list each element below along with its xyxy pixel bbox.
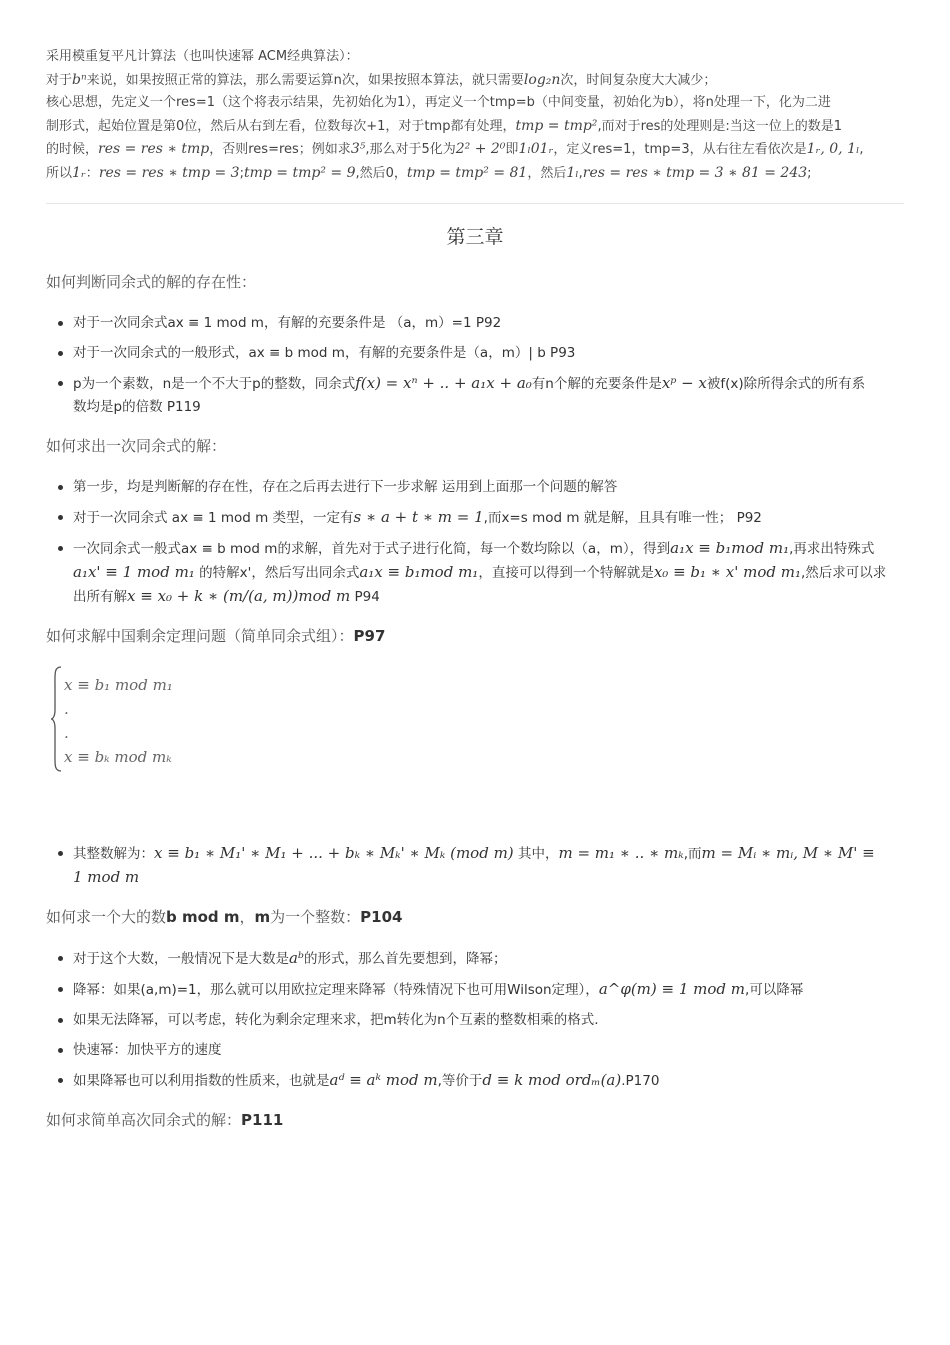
section-heading: 如何求出一次同余式的解：	[46, 437, 227, 455]
left-brace-icon	[50, 666, 62, 772]
congruence-system	[50, 666, 904, 772]
section-heading: 如何求简单高次同余式的解：P111	[46, 1111, 284, 1129]
system-equation: x ≡ bₖ mod mₖ	[64, 748, 172, 766]
list-item: 其整数解为：x ≡ b₁ ∗ M₁' ∗ M₁ + ... + bₖ ∗ Mₖ' ∗ Mₖ (mod m) 其中，m = m₁ ∗ .. ∗ mₖ,而m = Mᵢ ∗ mᵢ, M ∗ M' ≡ 1 mod m	[46, 842, 904, 890]
list-item: 对于这个大数，一般情况下是大数是aᵇ的形式，那么首先要想到，降幂；	[46, 947, 904, 971]
math-inline: a₁x ≡ b₁mod m₁	[359, 563, 479, 581]
bullet-list	[46, 312, 904, 419]
math-inline: bⁿ	[72, 71, 87, 88]
intro-line: 采用模重复平凡计算法（也叫快速幂 ACM经典算法）：	[46, 49, 359, 64]
math-inline: xᵖ − x	[661, 374, 707, 392]
math-inline: f(x) = xⁿ + .. + a₁x + a₀	[355, 374, 532, 392]
intro-line: 制形式，起始位置是第0位，然后从右到左看，位数每次+1，对于tmp都有处理，tmp = tmp²,而对于res的处理则是:当这一位上的数是1	[46, 117, 843, 134]
math-inline: tmp = tmp² = 81	[406, 164, 528, 181]
bullet-list	[46, 476, 904, 609]
list-item: 如果降幂也可以利用指数的性质来，也就是aᵈ ≡ aᵏ mod m,等价于d ≡ k mod ordₘ(a).P170	[46, 1069, 904, 1093]
math-inline: a^φ(m) ≡ 1 mod m	[598, 980, 746, 998]
math-inline: 1ᵣ, 0, 1ₗ	[806, 141, 860, 157]
intro-line: 所以1ᵣ：res = res ∗ tmp = 3;tmp = tmp² = 9,然后0，tmp = tmp² = 81，然后1ₗ,res = res ∗ tmp = 3 ∗ 81 = 243;	[46, 164, 812, 181]
intro-line: 对于bⁿ来说，如果按照正常的算法，那么需要运算n次，如果按照本算法，就只需要log₂n次，时间复杂度大大减少；	[46, 71, 717, 88]
list-item: 一次同余式一般式ax ≡ b mod m的求解，首先对于式子进行化简，每一个数均除以（a，m），得到a₁x ≡ b₁mod m₁,再求出特殊式 a₁x' ≡ 1 mod m₁ 的特解x'，然后写出同余式a₁x ≡ b₁mod m₁，直接可以得到一个特解就是x₀ ≡ b₁ ∗ x' mod m₁,然后求可以求 出所有解x ≡ x₀ + k ∗ (m/(a, m))mod m P94	[46, 537, 904, 609]
math-inline: x₀ ≡ b₁ ∗ x' mod m₁	[653, 563, 801, 581]
list-item: 对于一次同余式ax ≡ 1 mod m，有解的充要条件是 （a，m）=1 P92	[46, 312, 904, 335]
math-inline: 2² + 2⁰	[455, 141, 506, 157]
intro-line: 的时候，res = res ∗ tmp，否则res=res；例如求3⁵,那么对于5化为2² + 2⁰即1ₗ01ᵣ，定义res=1，tmp=3，从右往左看依次是1ᵣ, 0, 1ₗ,	[46, 141, 864, 157]
math-inline: m = Mᵢ ∗ mᵢ, M ∗ M' ≡	[701, 844, 875, 862]
math-inline: tmp = tmp²	[515, 117, 598, 134]
math-inline: aᵇ	[289, 949, 304, 967]
math-inline: d ≡ k mod ordₘ(a)	[482, 1071, 622, 1089]
bullet-list	[46, 947, 904, 1093]
math-inline: m = m₁ ∗ .. ∗ mₖ	[558, 844, 684, 862]
math-inline: res = res ∗ tmp = 3 ∗ 81 = 243	[582, 164, 808, 181]
section-divider	[46, 203, 904, 204]
math-inline: tmp = tmp² = 9	[243, 164, 356, 181]
list-item: 降幂：如果(a,m)=1，那么就可以用欧拉定理来降幂（特殊情况下也可用Wilson定理），a^φ(m) ≡ 1 mod m,可以降幂	[46, 978, 904, 1002]
math-inline: 3⁵	[350, 141, 366, 157]
math-inline: 1 mod m	[73, 868, 140, 886]
math-inline: res = res ∗ tmp	[98, 141, 210, 157]
intro-paragraph	[46, 46, 904, 185]
list-item: 对于一次同余式 ax ≡ 1 mod m 类型，一定有s ∗ a + t ∗ m = 1,而x=s mod m 就是解，且具有唯一性； P92	[46, 506, 904, 530]
bullet-list	[46, 842, 904, 890]
math-inline: log₂n	[523, 71, 561, 88]
list-item: 快速幂：加快平方的速度	[46, 1039, 904, 1062]
math-inline: 1ₗ01ᵣ	[518, 141, 554, 157]
math-inline: s ∗ a + t ∗ m = 1	[353, 508, 484, 526]
section-heading: 如何求解中国剩余定理问题（简单同余式组）：P97	[46, 627, 386, 645]
math-inline: 1ᵣ	[72, 164, 86, 181]
math-inline: a₁x' ≡ 1 mod m₁	[73, 563, 195, 581]
list-item: 第一步，均是判断解的存在性，存在之后再去进行下一步求解 运用到上面那一个问题的解答	[46, 476, 904, 499]
system-ellipsis: .	[64, 700, 69, 718]
math-inline: x ≡ b₁ ∗ M₁' ∗ M₁ + ... + bₖ ∗ Mₖ' ∗ Mₖ (mod m)	[154, 844, 514, 862]
section-heading: 如何求一个大的数b mod m，m为一个整数：P104	[46, 908, 403, 926]
intro-line: 核心思想，先定义一个res=1（这个将表示结果，先初始化为1），再定义一个tmp=b（中间变量，初始化为b），将n处理一下，化为二进	[46, 95, 831, 110]
math-inline: x ≡ x₀ + k ∗ (m/(a, m))mod m	[127, 587, 351, 605]
math-inline: 1ₗ	[566, 164, 579, 181]
list-item: 对于一次同余式的一般形式，ax ≡ b mod m，有解的充要条件是（a，m）| b P93	[46, 342, 904, 365]
math-inline: res = res ∗ tmp = 3	[98, 164, 240, 181]
system-ellipsis: .	[64, 724, 69, 742]
system-equation: x ≡ b₁ mod m₁	[64, 676, 173, 694]
list-item: p为一个素数，n是一个不大于p的整数，同余式f(x) = xⁿ + .. + a₁x + a₀有n个解的充要条件是xᵖ − x被f(x)除所得余式的所有系 数均是p的倍数 P119	[46, 372, 904, 419]
list-item: 如果无法降幂，可以考虑，转化为剩余定理来求，把m转化为n个互素的整数相乘的格式.	[46, 1009, 904, 1032]
math-inline: a₁x ≡ b₁mod m₁	[670, 539, 790, 557]
section-heading: 如何判断同余式的解的存在性：	[46, 273, 257, 291]
chapter-title: 第三章	[446, 226, 504, 248]
math-inline: aᵈ ≡ aᵏ mod m	[329, 1071, 438, 1089]
document-page	[46, 46, 904, 1150]
